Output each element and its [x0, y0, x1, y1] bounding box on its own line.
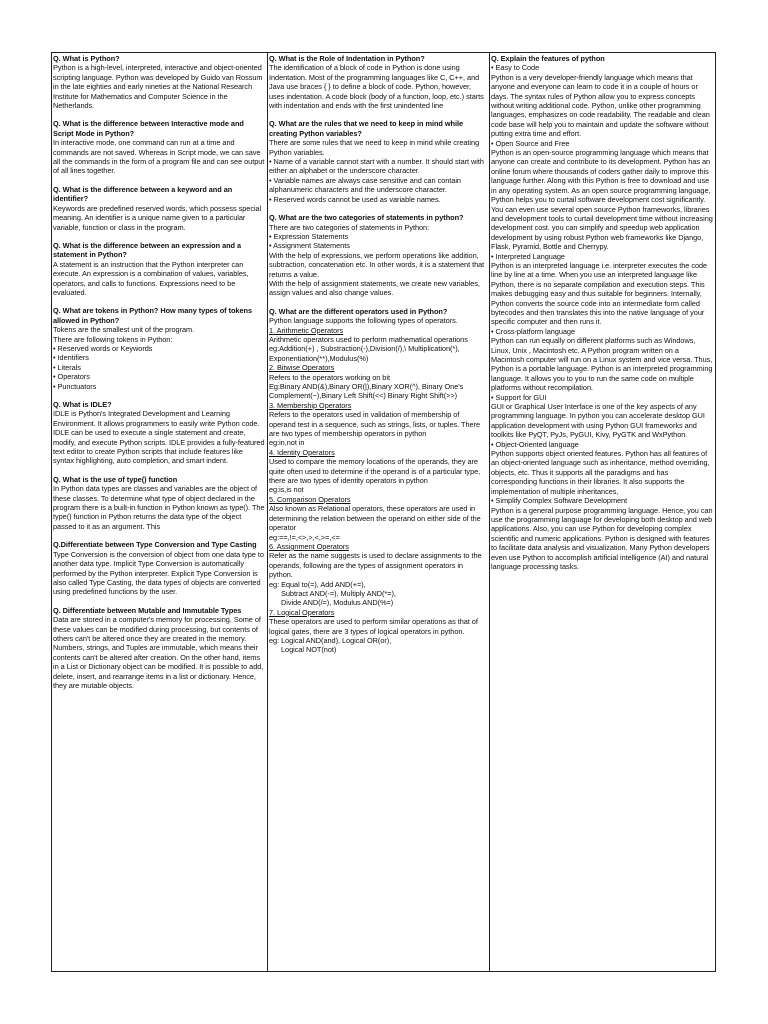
qa-block	[53, 185, 265, 232]
document-sheet	[51, 52, 716, 972]
answer-text: Python is a general purpose programming language. Hence, you can use the programming language for developing both desktop and web applications. Also, you can use Python for developing complex scientific and numeric applications. Python is designed with features to facilitate data analysis and visualization. Many Python developers even use Python to accomplish artificial intelligence (AI) and natural language processing tasks.	[491, 505, 713, 571]
question-heading: Q. What are the rules that we need to keep in mind while creating Python variables?	[269, 119, 464, 138]
answer-text: • Expression Statements	[269, 231, 349, 241]
qa-block	[269, 213, 487, 298]
question-heading: Q. What is Python?	[53, 54, 120, 63]
qa-block	[53, 540, 265, 596]
answer-text: • Variable names are always case sensitive and can contain alphanumeric characters and the underscore character.	[269, 175, 461, 195]
answer-text: Python can run equally on different platforms such as Windows, Linux, Unix , Macintosh etc. A Python program written on a Macintosh computer will run on a Linux system and vice versa. Thus, Python is a portable language. Python is an interpreted programming language. It allows you to you to run the same code on multiple platforms without recompilation.	[491, 336, 713, 393]
answer-text: A statement is an instruction that the Python interpreter can execute. An expression is a combination of values, variables, operators, and calls to functions. Expressions need to be evaluated.	[53, 259, 249, 297]
question-heading: Q. What are tokens in Python? How many types of tokens allowed in Python?	[53, 306, 253, 325]
operator-heading: 5. Comparison Operators	[269, 494, 351, 504]
answer-text: The identification of a block of code in Python is done using Indentation. Most of the programming languages like C, C++, and Java use braces { } to define a block of code. Python, however, uses indentation. A code block (body of a function, loop, etc.) starts with indentation and ends with the first unindented line	[269, 63, 484, 111]
answer-text: Python is an open-source programming language which means that anyone can create and contribute to its development. Python has an online forum where thousands of coders gather daily to improve this language further. Along with this Python is free to download and use in any operating system. As an open source programming language, Python helps you to curtail software development cost significantly. You can even use several open source Python frameworks, libraries and development tools to curtail development time without increasing development cost. you can simplify and speedup web application development by using robust Python web frameworks like Django, Flask, Pyramid, Bottle and Cherrypy.	[491, 148, 713, 252]
question-heading: Q. What is the Role of Indentation in Python?	[269, 54, 425, 63]
question-heading: Q.Differentiate between Type Conversion and Type Casting	[53, 540, 257, 550]
answer-text: There are some rules that we need to keep in mind while creating Python variables.	[269, 138, 480, 157]
answer-text: With the help of assignment statements, we create new variables, assign values and also change values.	[269, 278, 480, 298]
answer-text: • Name of a variable cannot start with a number. It should start with either an alphabet or the underscore character.	[269, 157, 484, 176]
answer-text: • Object-Oriented language	[491, 439, 579, 449]
question-heading: Q. What is the use of type() function	[53, 474, 178, 484]
answer-text: • Support for GUI	[491, 392, 547, 402]
answer-text: • Reserved words cannot be used as variable names.	[269, 194, 441, 204]
operator-text: These operators are used to perform similar operations as that of logical gates, there are 3 types of logical operators in python.	[269, 617, 478, 636]
answer-text: Tokens are the smallest unit of the program.	[53, 325, 195, 335]
answer-text: Python supports object oriented features. Python has all features of an object-oriented language such as inheritance, method overriding, objects, etc. Thus it supports all the paradigms and has corresponding functions in their libraries. It also supports the implementation of multiple inheritances,	[491, 449, 710, 496]
operator-text: eg: Logical AND(and), Logical OR(or),	[269, 635, 392, 645]
answer-text: • Identifiers	[53, 353, 89, 363]
answer-text: • Assignment Statements	[269, 241, 350, 251]
answer-text: Python language supports the following types of operators.	[269, 316, 458, 326]
operator-text: Refers to the operators working on bit	[269, 372, 390, 382]
answer-text: • Interpreted Language	[491, 251, 565, 261]
qa-block	[53, 119, 265, 175]
answer-text: • Cross-platform language	[491, 326, 576, 336]
answer-text: • Operators	[53, 372, 90, 382]
qa-block	[269, 119, 487, 204]
question-heading: Q. Differentiate between Mutable and Immutable Types	[53, 605, 242, 615]
qa-block	[53, 54, 265, 110]
answer-text: GUI or Graphical User Interface is one of the key aspects of any programming language. In python you can accelerate desktop GUI application development with using Python GUI frameworks and toolkits like PyQT, PyJs, PyGUI, Kivy, PyGTK and WxPython.	[491, 402, 705, 440]
operator-text: Refer as the name suggests is used to declare assignments to the operands, following are the types of assignment operators in python.	[269, 551, 482, 580]
answer-text: • Literals	[53, 362, 81, 372]
question-heading: Q. What is IDLE?	[53, 400, 112, 409]
answer-text: • Simplify Complex Software Development	[491, 496, 628, 506]
question-heading: Q. What are the two categories of statements in python?	[269, 213, 464, 223]
answer-text: Type Conversion is the conversion of object from one data type to another data type. Implicit Type Conversion is automatically performed by the Python interpreter. Explicit Type Conversion is also called Type Casting, the data types of objects are converted using predefined functions by the user.	[53, 549, 264, 597]
column-1	[52, 53, 267, 971]
qa-block	[269, 54, 487, 110]
answer-text: There are following tokens in Python:	[53, 334, 173, 344]
column-2	[267, 53, 489, 971]
qa-block	[491, 54, 713, 571]
qa-block	[269, 307, 487, 655]
question-heading: Q. What is the difference between a keyword and an identifier?	[53, 184, 233, 204]
answer-text: IDLE is Python's Integrated Development and Learning Environment. It allows programmers to easily write Python code. IDLE can be used to execute a single statement and create, modify, and execute Python scripts. IDLE provides a fully-featured text editor to create Python scripts that include features like syntax highlighting, auto completion, and smart indent.	[53, 409, 265, 466]
operator-text: Arithmetic operators used to perform mathematical operations	[269, 334, 468, 344]
answer-text: Data are stored in a computer's memory for processing. Some of these values can be modified during processing, but contents of others can't be altered once they are created in the memory. Numbers, strings, and Tuples are immutable, which means their contents can't be altered after creation. On the other hand, items in a List or Dictionary object can be modified. It is possible to add, delete, insert, and rearrange items in a list or dictionary. Hence, they are mutable objects.	[53, 615, 264, 690]
operator-text: Refers to the operators used in validation of membership of operand test in a sequence, such as strings, lists, or tuples. There are two types of membership operators in python	[269, 410, 481, 439]
qa-block	[53, 400, 265, 466]
column-3	[489, 53, 715, 971]
operator-heading: 1. Arithmetic Operators	[269, 325, 344, 335]
answer-text: In interactive mode, one command can run at a time and commands are not saved. Whereas in Script mode, we can save all the commands in the form of a program file and can see output of all lines together.	[53, 138, 265, 176]
answer-text: Keywords are predefined reserved words, which possess special meaning. An identifier is a unique name given to a particular variable, function or class in the program.	[53, 203, 262, 232]
operator-heading: 4. Identity Operators	[269, 447, 335, 457]
operator-text: eg: Equal to(=), Add AND(+=),	[269, 579, 366, 589]
answer-text: • Open Source and Free	[491, 138, 570, 148]
operator-text: eg:==,!=,<>,>,<,>=,<=	[269, 532, 340, 542]
operator-text: Also known as Relational operators, these operators are used in determining the relation between the operand on either side of the operator	[269, 504, 481, 533]
answer-text: Python is a very developer-friendly language which means that anyone and everyone can learn to code it in a couple of hours or days. The syntax rules of Python allow you to express concepts without writing additional code. Python, unlike other programming languages, emphasizes on code readability. The readable and clean code base will help you to maintain and update the software without putting extra time and effort.	[491, 72, 710, 139]
question-heading: Q. What is the difference between Interactive mode and Script Mode in Python?	[53, 119, 244, 138]
operator-text: Used to compare the memory locations of the operands, they are quite often used to determine if the operand is of a particular type, there are two types of identity operators in python	[269, 457, 481, 486]
operator-heading: 3. Membership Operators	[269, 400, 352, 410]
answer-text: • Easy to Code	[491, 63, 540, 73]
operator-text: eg:Addition(+) , Substraction(-),Division(/),\ Multiplication(*), Exponentiation(**),Modulus(%)	[269, 344, 460, 363]
question-heading: Q. What are the different operators used in Python?	[269, 306, 448, 316]
operator-example: Logical NOT(not)	[281, 645, 337, 655]
operator-text: eg:in,not in	[269, 438, 305, 448]
answer-text: Python is an interpreted language i.e. interpreter executes the code line by line at a time. When you use an interpreted language like Python, there is no separate compilation and execution steps. This makes debugging easy and thus suitable for beginners. Internally, Python converts the source code into an intermediate form called bytecodes and then translates this into the native language of your specific computer and then runs it.	[491, 260, 708, 327]
operator-example: Divide AND(/=), Modulus AND(%=)	[281, 598, 394, 608]
operator-heading: 2. Bitwise Operators	[269, 363, 335, 373]
qa-block	[53, 241, 265, 297]
operator-example: Subtract AND(-=), Multiply AND(*=),	[281, 588, 396, 598]
operator-text: eg:is,is not	[269, 485, 304, 495]
question-heading: Q. What is the difference between an expression and a statement in Python?	[53, 240, 242, 260]
answer-text: Python is a high-level, interpreted, interactive and object-oriented scripting language. Python was developed by Guido van Rossum in the late eighties and early nineties at the National Research Institute for Mathematics and Computer Science in the Netherlands.	[53, 63, 263, 111]
qa-block	[53, 306, 265, 391]
answer-text: With the help of expressions, we perform operations like addition, subtraction, concatenation etc. In other words, it is a statement that returns a value.	[269, 250, 485, 279]
answer-text: There are two categories of statements in Python:	[269, 222, 430, 232]
operator-heading: 6. Assignment Operators	[269, 541, 349, 551]
operator-heading: 7. Logical Operators	[269, 607, 335, 617]
answer-text: • Reserved words or Keywords	[53, 343, 153, 353]
answer-text: In Python data types are classes and variables are the object of these classes. To determine what type of object declared in the program there is a built-in function in Python known as type(). The type() function in Python returns the data type of the object passed to it as an argument. This	[53, 484, 265, 531]
qa-block	[53, 606, 265, 691]
qa-block	[53, 475, 265, 531]
question-heading: Q. Explain the features of python	[491, 54, 605, 63]
operator-text: Eg:Binary AND(&),Binary OR(|),Binary XOR(^), Binary One's Complement(~),Binary Left Shift(<<) Binary Right Shift(>>)	[269, 382, 464, 401]
answer-text: • Punctuators	[53, 381, 97, 391]
